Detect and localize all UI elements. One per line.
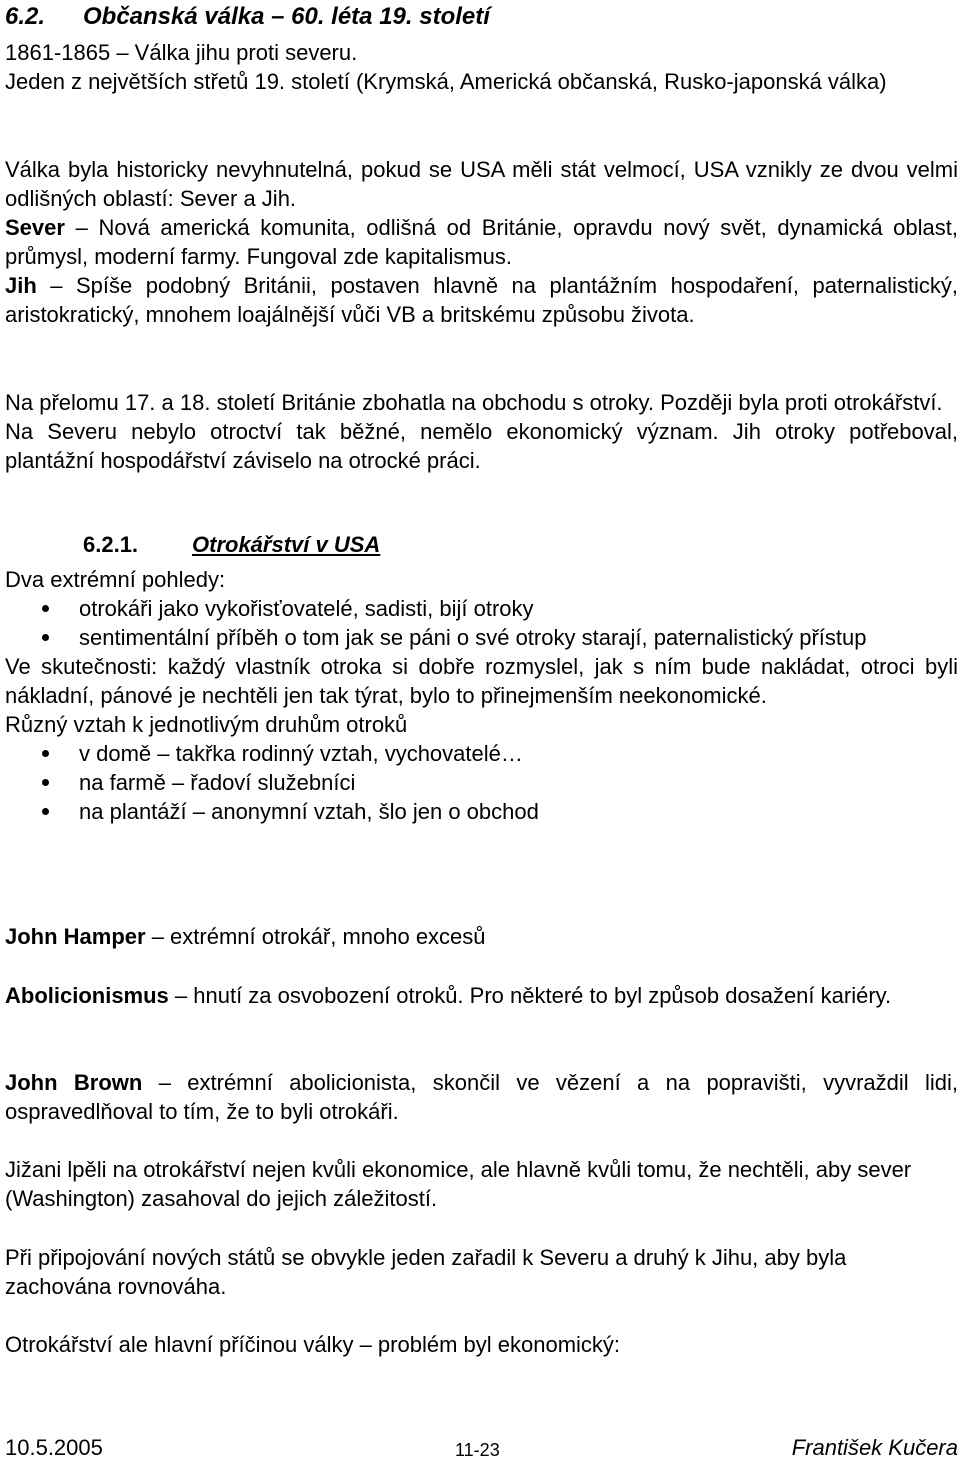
slavetrade-paragraph: Na přelomu 17. a 18. století Británie zbohatla na obchodu s otroky. Později byla proti otrokářství.: [5, 390, 943, 415]
north-text: – Nová americká komunita, odlišná od Británie, opravdu nový svět, dynamická oblast, průmysl, moderní farmy. Fungoval zde kapitalismus.: [5, 215, 958, 269]
section-heading: [5, 2, 490, 32]
intro-dates: 1861-1865 – Válka jihu proti severu.: [5, 40, 358, 65]
southerners-paragraph: Jižani lpěli na otrokářství nejen kvůli ekonomice, ale hlavně kvůli tomu, že nechtěli, aby sever (Washington) zasahoval do jejich záležitostí.: [5, 1157, 912, 1211]
south-term: Jih: [5, 273, 37, 298]
inevitable-paragraph: Válka byla historicky nevyhnutelná, pokud se USA měli stát velmocí, USA vznikly ze dvou velmi odlišných oblastí: Sever a Jih.: [5, 157, 958, 211]
relations-intro: Různý vztah k jednotlivým druhům otroků: [5, 712, 408, 737]
views-intro: Dva extrémní pohledy:: [5, 567, 226, 592]
hamper-paragraph: [5, 922, 958, 951]
slavery-usa-block: [5, 565, 958, 826]
north-term: Sever: [5, 215, 65, 240]
south-text: – Spíše podobný Británii, postaven hlavně na plantážním hospodaření, paternalistický, aristokratický, mnohem loajálnější vůči VB a britskému způsobu života.: [5, 273, 958, 327]
cause-paragraph: Otrokářství ale hlavní příčinou války – problém byl ekonomický:: [5, 1332, 621, 1357]
footer-date: 10.5.2005: [5, 1435, 103, 1460]
slavery-history-block: [5, 388, 958, 475]
north-slavery-paragraph: Na Severu nebylo otroctví tak běžné, nemělo ekonomický význam. Jih otroky potřeboval, plantážní hospodářství záviselo na otrocké práci.: [5, 419, 958, 473]
list-item: na plantáží – anonymní vztah, šlo jen o obchod: [5, 797, 958, 826]
north-south-block: [5, 155, 958, 329]
hamper-text: – extrémní otrokář, mnoho excesů: [145, 924, 486, 949]
list-item: otrokáři jako vykořisťovatelé, sadisti, bijí otroky: [5, 594, 958, 623]
intro-conflict: Jeden z největších střetů 19. století (Krymská, Americká občanská, Rusko-japonská válka): [5, 69, 887, 94]
south-paragraph: [5, 271, 958, 329]
north-paragraph: [5, 213, 958, 271]
section-title: Občanská válka – 60. léta 19. století: [83, 3, 490, 30]
hamper-term: John Hamper: [5, 924, 146, 949]
list-item: sentimentální příběh o tom jak se páni o své otroky starají, paternalistický přístup: [5, 623, 958, 652]
brown-text: – extrémní abolicionista, skončil ve vězení a na popravišti, vyvraždil lidi, ospravedlňoval to tím, že to byli otrokáři.: [5, 1070, 958, 1124]
intro-block: [5, 38, 958, 96]
abolition-term: Abolicionismus: [5, 983, 169, 1008]
abolition-text: – hnutí za osvobození otroků. Pro některé to byl způsob dosažení kariéry.: [168, 983, 892, 1008]
abolition-paragraph: [5, 981, 958, 1010]
list-item: v domě – takřka rodinný vztah, vychovatelé…: [5, 739, 958, 768]
views-list: [5, 594, 958, 652]
new-states-paragraph: Při připojování nových států se obvykle jeden zařadil k Severu a druhý k Jihu, aby byla zachována rovnováha.: [5, 1245, 847, 1299]
section-number: 6.2.: [5, 3, 46, 30]
subsection-title: Otrokářství v USA: [192, 532, 381, 557]
relations-list: [5, 739, 958, 826]
brown-term: John Brown: [5, 1070, 143, 1095]
subsection-number: 6.2.1.: [83, 532, 139, 557]
list-item: na farmě – řadoví služebníci: [5, 768, 958, 797]
subsection-heading: [83, 530, 380, 559]
page-footer: [5, 1433, 958, 1461]
brown-paragraph: [5, 1068, 958, 1126]
footer-page-number: 11-23: [455, 1440, 500, 1460]
footer-author: František Kučera: [791, 1435, 958, 1460]
reality-paragraph: Ve skutečnosti: každý vlastník otroka si dobře rozmyslel, jak s ním bude nakládat, otroci byli nákladní, pánové je nechtěli jen tak týrat, bylo to přinejmenším neekonomické.: [5, 654, 958, 708]
